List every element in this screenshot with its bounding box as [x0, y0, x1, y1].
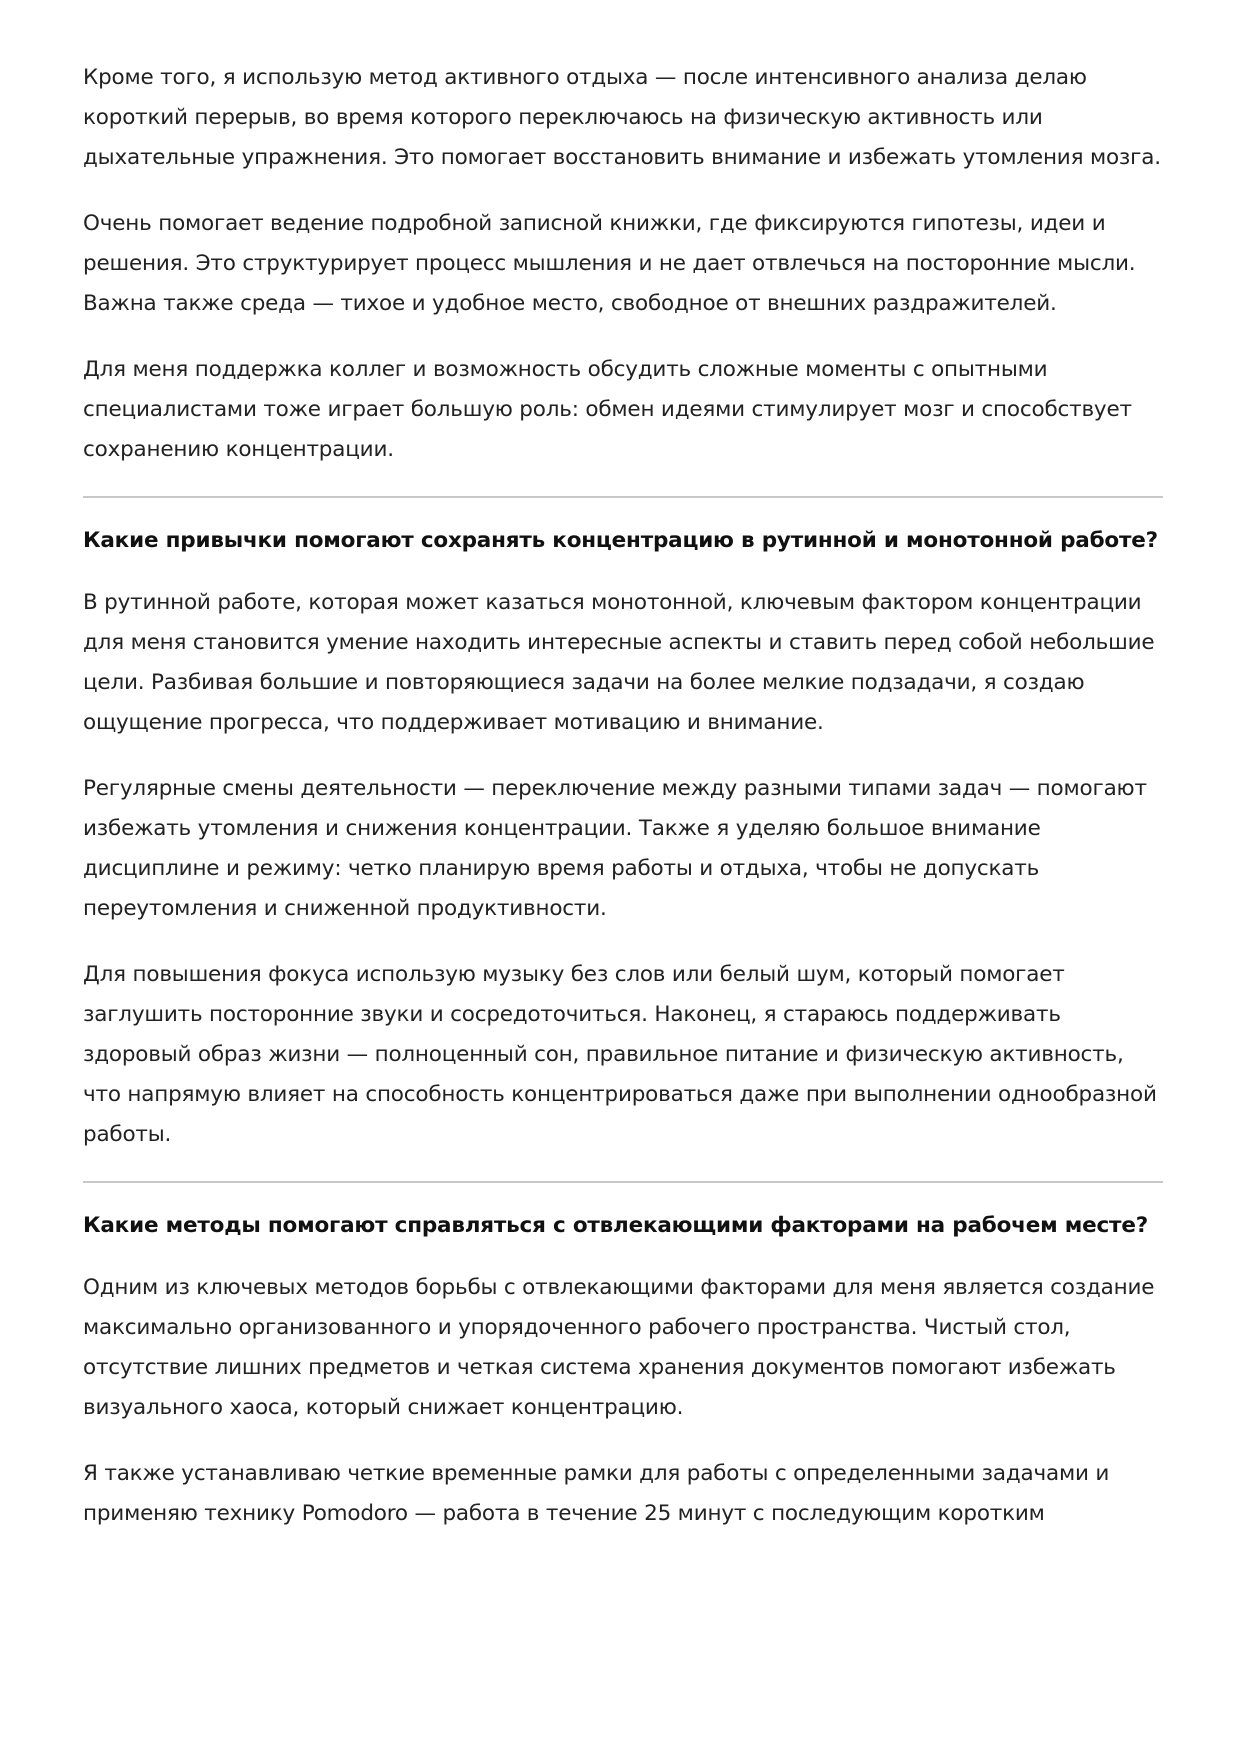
- paragraph-active-rest: Кроме того, я использую метод активного отдыха — после интенсивного анализа делаю короткий перерыв, во время которого переключаюсь на физическую активность или дыхательные упражнения. Это помогает восстановить внимание и избежать утомления мозга.: [83, 65, 1161, 170]
- section-divider: [83, 496, 1163, 498]
- section-divider: [83, 1181, 1163, 1183]
- document-page: [83, 58, 1163, 1560]
- paragraph-pomodoro: Я также устанавливаю четкие временные рамки для работы с определенными задачами и применяю технику Pomodoro — работа в течение 25 минут с последующим коротким: [83, 1461, 1110, 1526]
- paragraph-colleagues: Для меня поддержка коллег и возможность обсудить сложные моменты с опытными специалистами тоже играет большую роль: обмен идеями стимулирует мозг и способствует сохранению концентрации.: [83, 357, 1132, 462]
- paragraph-focus-music: Для повышения фокуса использую музыку без слов или белый шум, который помогает заглушить посторонние звуки и сосредоточиться. Наконец, я стараюсь поддерживать здоровый образ жизни — полноценный сон, правильное питание и физическую активность, что напрямую влияет на способность концентрироваться даже при выполнении однообразной работы.: [83, 962, 1157, 1147]
- heading-routine-habits: Какие привычки помогают сохранять концентрацию в рутинной и монотонной работе?: [83, 528, 1158, 553]
- paragraph-notebook: Очень помогает ведение подробной записной книжки, где фиксируются гипотезы, идеи и решения. Это структурирует процесс мышления и не дает отвлечься на посторонние мысли. Важна также среда — тихое и удобное место, свободное от внешних раздражителей.: [83, 211, 1136, 316]
- paragraph-routine-goals: В рутинной работе, которая может казаться монотонной, ключевым фактором концентрации для меня становится умение находить интересные аспекты и ставить перед собой небольшие цели. Разбивая большие и повторяющиеся задачи на более мелкие подзадачи, я создаю ощущение прогресса, что поддерживает мотивацию и внимание.: [83, 590, 1155, 735]
- paragraph-workspace: Одним из ключевых методов борьбы с отвлекающими факторами для меня является создание максимально организованного и упорядоченного рабочего пространства. Чистый стол, отсутствие лишних предметов и четкая система хранения документов помогают избежать визуального хаоса, который снижает концентрацию.: [83, 1275, 1155, 1420]
- heading-distraction-methods: Какие методы помогают справляться с отвлекающими факторами на рабочем месте?: [83, 1213, 1148, 1238]
- paragraph-task-switching: Регулярные смены деятельности — переключение между разными типами задач — помогают избежать утомления и снижения концентрации. Также я уделяю большое внимание дисциплине и режиму: четко планирую время работы и отдыха, чтобы не допускать переутомления и сниженной продуктивности.: [83, 776, 1147, 921]
